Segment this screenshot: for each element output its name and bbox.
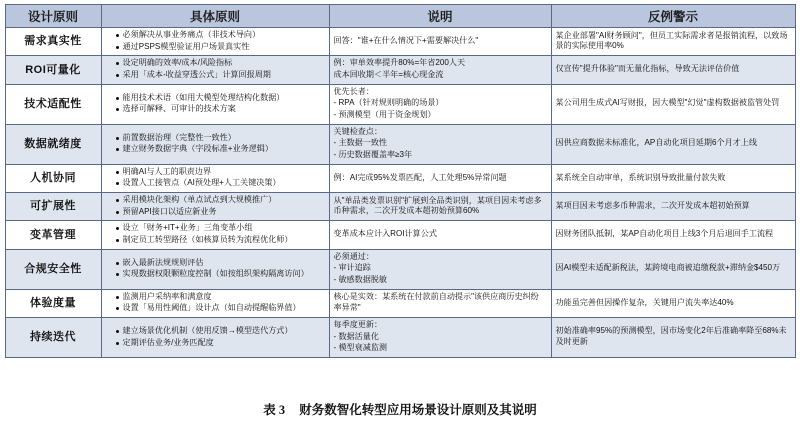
table-row	[5, 221, 795, 249]
principle-item: 建立财务数据字典（字段标准+业务逻辑）	[116, 144, 325, 155]
explanation-line: 例：AI完成95%发票匹配，人工处理5%异常问题	[333, 172, 507, 182]
explanation-line: 每季度更新：	[333, 320, 383, 330]
principle-item: 建立场景优化机制（使用反馈→模型迭代方式）	[116, 326, 325, 337]
row-name: 体验度量	[5, 289, 101, 317]
header-cell-counterexample: 反例警示	[551, 5, 795, 28]
explanation-line: - RPA（针对规则明确的场景）	[333, 98, 444, 108]
table-row	[5, 56, 795, 84]
explanation-line: - 主数据一致性	[333, 138, 388, 148]
table-body	[5, 28, 795, 358]
principle-item: 设立「财务+IT+业务」三角变革小组	[116, 223, 325, 234]
table-row	[5, 249, 795, 289]
counterexample-line: 因AI模型未适配新税法，某跨境电商被追缴税款+滞纳金$450万	[555, 263, 781, 273]
explanation-line: 变革成本应计入ROI计算公式	[333, 229, 437, 239]
explanation-line: - 敏感数据脱敏	[333, 275, 388, 285]
row-counterexample	[551, 289, 795, 317]
table-header	[5, 5, 795, 28]
row-explanation	[329, 249, 551, 289]
caption-label: 表 3	[263, 403, 286, 417]
row-name: 可扩展性	[5, 193, 101, 221]
principle-item: 实现数据权限颗粒度控制（如按组织架构隔离访问）	[116, 269, 325, 280]
row-name: 持续迭代	[5, 318, 101, 358]
header-row	[5, 5, 795, 28]
explanation-line: - 历史数据覆盖率≥3年	[333, 150, 413, 160]
explanation-line: 必须通过：	[333, 251, 374, 261]
table-row	[5, 318, 795, 358]
principle-item: 设置人工接管点（AI预处理+人工关键决策）	[116, 178, 325, 189]
explanation-line: - 模型衰减监测	[333, 343, 388, 353]
principle-item: 前置数据治理（完整性一致性）	[116, 133, 325, 144]
row-counterexample	[551, 124, 795, 164]
row-name: ROI可量化	[5, 56, 101, 84]
row-name: 需求真实性	[5, 28, 101, 56]
table-row	[5, 84, 795, 124]
counterexample-line: 初始准确率95%的预测模型，因市场变化2年后准确率降至68%未及时更新	[555, 326, 787, 347]
counterexample-line: 某企业部署"AI财务顾问"，但员工实际需求者是报销流程，以致场景的实际使用率0%	[555, 30, 788, 51]
principle-item: 嵌入最新法规规则评估	[116, 258, 325, 269]
row-principles	[101, 84, 329, 124]
row-counterexample	[551, 318, 795, 358]
header-cell-specific-principle: 具体原则	[101, 5, 329, 28]
row-name: 变革管理	[5, 221, 101, 249]
principles-table	[5, 4, 796, 358]
principle-item: 定期评估业务/业务匹配度	[116, 338, 325, 349]
row-counterexample	[551, 84, 795, 124]
row-name: 合规安全性	[5, 249, 101, 289]
row-principles	[101, 124, 329, 164]
principle-item: 采用「成本-收益穿透公式」计算回报周期	[116, 70, 325, 81]
row-principles	[101, 318, 329, 358]
counterexample-line: 因供应商数据未标准化，AP自动化项目延期6个月才上线	[555, 138, 757, 148]
row-principles	[101, 289, 329, 317]
explanation-line: 回答："谁+在什么情况下+需要解决什么"	[333, 35, 479, 45]
row-explanation	[329, 289, 551, 317]
counterexample-line: 功能虽完善但因操作复杂，关键用户流失率达40%	[555, 297, 734, 307]
explanation-line: 关键检查点：	[333, 126, 383, 136]
principle-item: 设定明确的效率/成本/风险指标	[116, 58, 325, 69]
table-row	[5, 193, 795, 221]
counterexample-line: 某公司用生成式AI写财报，因大模型"幻觉"虚构数据被监管处罚	[555, 98, 780, 108]
explanation-line: 成本回收期＜半年=核心现金流	[333, 70, 444, 80]
counterexample-line: 某项目因未考虑多币种需求，二次开发成本超初始预算	[555, 200, 750, 210]
principle-item: 制定员工转型路径（如核算员转为流程优化师）	[116, 235, 325, 246]
principle-item: 采用模块化架构（单点试点到大规模推广）	[116, 195, 325, 206]
row-explanation	[329, 124, 551, 164]
explanation-line: 例：审单效率提升80%=年省200人天	[333, 58, 466, 68]
principle-item: 必须解决从事业务痛点（非技术导向）	[116, 30, 325, 41]
row-counterexample	[551, 164, 795, 192]
principle-item: 设置「易用性阈值」设计点（如自动提醒临界值）	[116, 303, 325, 314]
counterexample-line: 某系统全自动审单，系统识别导致批量付款失败	[555, 172, 726, 182]
header-cell-design-principle: 设计原则	[5, 5, 101, 28]
row-principles	[101, 164, 329, 192]
row-explanation	[329, 318, 551, 358]
caption-title: 财务数智化转型应用场景设计原则及其说明	[299, 403, 537, 417]
row-principles	[101, 249, 329, 289]
row-counterexample	[551, 193, 795, 221]
principle-item: 选择可解释、可审计的技术方案	[116, 104, 325, 115]
row-name: 人机协同	[5, 164, 101, 192]
row-name: 技术适配性	[5, 84, 101, 124]
row-counterexample	[551, 249, 795, 289]
table-row	[5, 289, 795, 317]
table-caption	[0, 400, 800, 418]
counterexample-line: 因财务团队抵制，某AP自动化项目上线3个月后退回手工流程	[555, 229, 774, 239]
table-row	[5, 164, 795, 192]
row-principles	[101, 193, 329, 221]
row-counterexample	[551, 221, 795, 249]
table-row	[5, 28, 795, 56]
row-explanation	[329, 56, 551, 84]
row-explanation	[329, 28, 551, 56]
row-counterexample	[551, 56, 795, 84]
row-explanation	[329, 221, 551, 249]
counterexample-line: 仅宣传"提升体验"而无量化指标，导致无法评估价值	[555, 64, 740, 74]
row-counterexample	[551, 28, 795, 56]
row-explanation	[329, 193, 551, 221]
row-principles	[101, 28, 329, 56]
explanation-line: 核心是实效：某系统在付款前自动提示"该供应商历史纠纷率异常"	[333, 292, 539, 312]
explanation-line: - 审计追踪	[333, 263, 371, 273]
explanation-line: 从"单品类发票识别"扩展到全品类识别，某项目因未考虑多币种需求，二次开发成本超初始预算60%	[333, 195, 542, 216]
header-cell-explanation: 说明	[329, 5, 551, 28]
document-page	[0, 4, 800, 424]
table-row	[5, 124, 795, 164]
row-principles	[101, 56, 329, 84]
row-principles	[101, 221, 329, 249]
explanation-line: - 预测模型（用于资金规划）	[333, 110, 436, 120]
principle-item: 通过PSPS模型验证用户场景真实性	[116, 42, 325, 53]
explanation-line: - 数据活量化	[333, 331, 379, 341]
principle-item: 能用技术术语（如用大模型处理结构化数据）	[116, 93, 325, 104]
explanation-line: 优先长者：	[333, 86, 374, 96]
principle-item: 明确AI与人工的职责边界	[116, 167, 325, 178]
row-explanation	[329, 164, 551, 192]
principle-item: 预留API接口以适应新业务	[116, 207, 325, 218]
row-explanation	[329, 84, 551, 124]
principle-item: 监测用户采纳率和满意度	[116, 292, 325, 303]
row-name: 数据就绪度	[5, 124, 101, 164]
